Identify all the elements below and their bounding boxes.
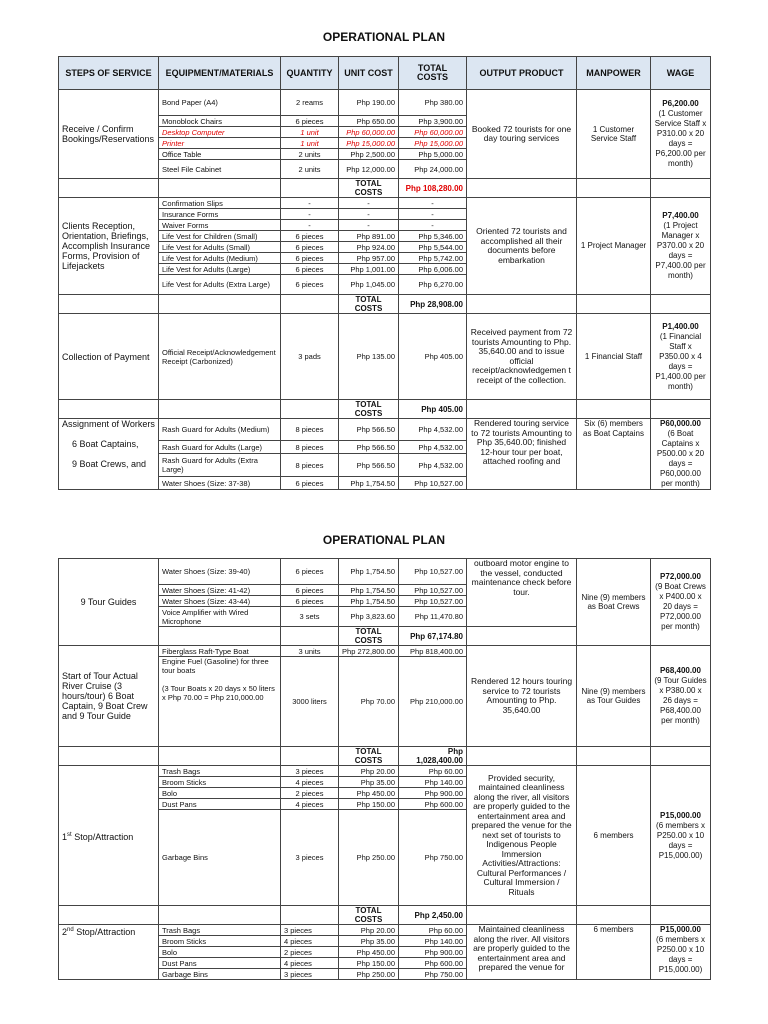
col-header-total-costs: TOTAL COSTS — [399, 57, 467, 90]
total-value: Php 28,908.00 — [399, 295, 467, 314]
output-cell: Rendered touring service to 72 tourists Amounting to Php 35,640.00; finished 12-hour tour per boat, attached roofing and — [467, 419, 577, 490]
table-row — [59, 766, 711, 777]
item-name: Life Vest for Adults (Medium) — [159, 253, 281, 264]
wage-amount: P68,400.00 — [660, 666, 701, 675]
item-name: Life Vest for Adults (Extra Large) — [159, 275, 281, 295]
col-header-unit-cost: UNIT COST — [339, 57, 399, 90]
wage-detail: (1 Financial Staff x P350.00 x 4 days = P1,400.00 per month) — [655, 331, 706, 391]
item-name: Confirmation Slips — [159, 198, 281, 209]
item-qty: 6 pieces — [281, 559, 339, 585]
item-unit: Php 60,000.00 — [339, 127, 399, 138]
output-cell: Provided security, maintained cleanliness along the river, all visitors are properly guided to the entertainment area and prepared the venue for the next set of tourists to Indigenous People Immersion Activities/Attractions: Cultural Performances / Cultural Immersion / Rituals — [467, 766, 577, 906]
item-total: Php 60,000.00 — [399, 127, 467, 138]
item-qty: 2 units — [281, 160, 339, 179]
item-qty: - — [281, 198, 339, 209]
total-row — [59, 295, 711, 314]
step-cell: Receive / Confirm Bookings/Reservations — [59, 90, 159, 179]
item-qty: 4 pieces — [281, 799, 339, 810]
manpower-cell: Nine (9) members as Boat Crews — [577, 559, 651, 646]
item-name: Bolo — [159, 788, 281, 799]
total-value: Php 405.00 — [399, 400, 467, 419]
item-name: Broom Sticks — [159, 936, 281, 947]
wage-cell — [651, 646, 711, 747]
item-qty: 2 units — [281, 149, 339, 160]
item-total: Php 6,006.00 — [399, 264, 467, 275]
step-label: Stop/Attraction — [71, 831, 134, 842]
item-total: Php 24,000.00 — [399, 160, 467, 179]
item-unit: - — [339, 220, 399, 231]
item-qty: 6 pieces — [281, 275, 339, 295]
operational-plan-table — [58, 558, 711, 980]
item-name: Monoblock Chairs — [159, 116, 281, 127]
wage-cell — [651, 925, 711, 980]
wage-amount: P15,000.00 — [660, 810, 701, 820]
item-unit: Php 250.00 — [339, 969, 399, 980]
total-label: TOTAL COSTS — [339, 295, 399, 314]
item-qty: 6 pieces — [281, 242, 339, 253]
item-name: Rash Guard for Adults (Extra Large) — [159, 453, 281, 476]
wage-detail: (9 Tour Guides x P380.00 x 26 days = P68,400.00 per month) — [654, 676, 707, 725]
total-label: TOTAL COSTS — [339, 179, 399, 198]
item-total: Php 140.00 — [399, 936, 467, 947]
total-value: Php 2,450.00 — [399, 906, 467, 925]
total-label: TOTAL COSTS — [339, 906, 399, 925]
item-unit: Php 957.00 — [339, 253, 399, 264]
page-title: OPERATIONAL PLAN — [322, 30, 446, 44]
item-qty: 3 pieces — [281, 969, 339, 980]
item-qty: 3 pads — [281, 314, 339, 400]
manpower-cell: 1 Customer Service Staff — [577, 90, 651, 179]
item-name: Garbage Bins — [159, 969, 281, 980]
item-name: Dust Pans — [159, 958, 281, 969]
item-unit: Php 150.00 — [339, 799, 399, 810]
col-header-output: OUTPUT PRODUCT — [467, 57, 577, 90]
item-unit: Php 20.00 — [339, 766, 399, 777]
item-total: Php 3,900.00 — [399, 116, 467, 127]
wage-amount: P7,400.00 — [662, 211, 699, 220]
item-name: Life Vest for Adults (Large) — [159, 264, 281, 275]
total-label: TOTAL COSTS — [339, 400, 399, 419]
item-name: Trash Bags — [159, 766, 281, 777]
item-unit: Php 35.00 — [339, 777, 399, 788]
item-unit: Php 566.50 — [339, 453, 399, 476]
item-name: Bolo — [159, 947, 281, 958]
item-qty: 6 pieces — [281, 253, 339, 264]
item-qty: 6 pieces — [281, 585, 339, 596]
item-name: Water Shoes (Size: 41-42) — [159, 585, 281, 596]
item-name: Rash Guard for Adults (Medium) — [159, 419, 281, 441]
item-total: Php 15,000.00 — [399, 138, 467, 149]
step-line: 9 Boat Crews, and — [72, 459, 147, 469]
item-qty: 4 pieces — [281, 958, 339, 969]
item-total: Php 4,532.00 — [399, 441, 467, 454]
item-qty: 6 pieces — [281, 596, 339, 607]
manpower-cell: Six (6) members as Boat Captains — [577, 419, 651, 490]
header-row — [59, 57, 711, 90]
step-ordinal: nd — [67, 927, 74, 933]
item-qty: 3 pieces — [281, 810, 339, 906]
step-cell: Clients Reception, Orientation, Briefings, Accomplish Insurance Forms, Provision of Lifejackets — [59, 198, 159, 295]
item-qty: 6 pieces — [281, 477, 339, 490]
wage-cell — [651, 559, 711, 646]
wage-amount: P6,200.00 — [662, 99, 699, 108]
item-qty: 3 sets — [281, 607, 339, 627]
item-total: - — [399, 209, 467, 220]
total-value: Php 67,174.80 — [399, 627, 467, 646]
step-cell — [59, 419, 159, 490]
item-name: Steel File Cabinet — [159, 160, 281, 179]
step-cell: Collection of Payment — [59, 314, 159, 400]
item-total: Php 818,400.00 — [399, 646, 467, 657]
item-qty: 6 pieces — [281, 231, 339, 242]
item-unit: Php 15,000.00 — [339, 138, 399, 149]
item-unit: Php 1,754.50 — [339, 585, 399, 596]
output-cell: Rendered 12 hours touring service to 72 tourists Amounting to Php. 35,640.00 — [467, 646, 577, 747]
item-total: - — [399, 220, 467, 231]
item-unit: Php 566.50 — [339, 419, 399, 441]
col-header-manpower: MANPOWER — [577, 57, 651, 90]
item-total: Php 10,527.00 — [399, 559, 467, 585]
item-unit: Php 450.00 — [339, 788, 399, 799]
item-qty: 2 reams — [281, 90, 339, 116]
manpower-cell: Nine (9) members as Tour Guides — [577, 646, 651, 747]
item-total: Php 600.00 — [399, 958, 467, 969]
output-cell: Oriented 72 tourists and accomplished all their documents before embarkation — [467, 198, 577, 295]
page-1 — [0, 0, 768, 500]
item-unit: Php 1,045.00 — [339, 275, 399, 295]
item-unit: Php 924.00 — [339, 242, 399, 253]
item-unit: Php 1,754.50 — [339, 596, 399, 607]
item-name: Waiver Forms — [159, 220, 281, 231]
item-unit: Php 1,754.50 — [339, 477, 399, 490]
item-qty: 8 pieces — [281, 419, 339, 441]
item-qty: 2 pieces — [281, 788, 339, 799]
item-name: Official Receipt/Acknowledgement Receipt (Carbonized) — [159, 314, 281, 400]
item-qty: 4 pieces — [281, 777, 339, 788]
total-row — [59, 400, 711, 419]
table-row — [59, 419, 711, 441]
item-unit: Php 70.00 — [339, 657, 399, 747]
item-qty: - — [281, 209, 339, 220]
item-unit: Php 20.00 — [339, 925, 399, 936]
item-unit: Php 35.00 — [339, 936, 399, 947]
item-qty: 6 pieces — [281, 116, 339, 127]
manpower-cell: 6 members — [577, 925, 651, 980]
col-header-quantity: QUANTITY — [281, 57, 339, 90]
item-total: Php 750.00 — [399, 969, 467, 980]
fuel-calc: (3 Tour Boats x 20 days x 50 liters x Php 70.00 = Php 210,000.00 — [162, 684, 275, 702]
wage-amount: P60,000.00 — [660, 419, 701, 428]
wage-detail: (6 Boat Captains x P500.00 x 20 days = P60,000.00 per month) — [656, 429, 705, 488]
col-header-wage: WAGE — [651, 57, 711, 90]
item-name: Trash Bags — [159, 925, 281, 936]
wage-cell — [651, 314, 711, 400]
col-header-steps: STEPS OF SERVICE — [59, 57, 159, 90]
item-total: Php 60.00 — [399, 766, 467, 777]
item-total: Php 5,742.00 — [399, 253, 467, 264]
item-name: Dust Pans — [159, 799, 281, 810]
item-name: Desktop Computer — [159, 127, 281, 138]
manpower-cell: 6 members — [577, 766, 651, 906]
item-unit: Php 450.00 — [339, 947, 399, 958]
wage-detail: (1 Project Manager x P370.00 x 20 days = P7,400.00 per month) — [655, 221, 706, 280]
item-total: Php 600.00 — [399, 799, 467, 810]
step-line: 6 Boat Captains, — [72, 439, 139, 449]
item-name: Rash Guard for Adults (Large) — [159, 441, 281, 454]
fuel-name: Engine Fuel (Gasoline) for three tour boats — [162, 657, 269, 675]
item-qty: 6 pieces — [281, 264, 339, 275]
item-total: Php 4,532.00 — [399, 419, 467, 441]
item-unit: - — [339, 198, 399, 209]
wage-cell — [651, 766, 711, 906]
step-cell: 9 Tour Guides — [59, 559, 159, 646]
item-unit: Php 135.00 — [339, 314, 399, 400]
item-qty: 1 unit — [281, 127, 339, 138]
table-row — [59, 925, 711, 936]
item-name: Office Table — [159, 149, 281, 160]
item-total: - — [399, 198, 467, 209]
item-name: Life Vest for Adults (Small) — [159, 242, 281, 253]
item-unit: Php 2,500.00 — [339, 149, 399, 160]
operational-plan-table — [58, 56, 711, 490]
item-qty: 3 pieces — [281, 925, 339, 936]
total-row — [59, 179, 711, 198]
item-total: Php 750.00 — [399, 810, 467, 906]
item-unit: Php 1,754.50 — [339, 559, 399, 585]
item-total: Php 5,544.00 — [399, 242, 467, 253]
total-row — [59, 747, 711, 766]
item-total: Php 10,527.00 — [399, 585, 467, 596]
wage-detail: (6 members x P250.00 x 10 days = P15,000.00) — [656, 935, 705, 974]
wage-cell — [651, 90, 711, 179]
item-name: Voice Amplifier with Wired Microphone — [159, 607, 281, 627]
page-2 — [0, 500, 768, 1024]
step-cell — [59, 925, 159, 980]
step-number: 2 — [62, 927, 68, 937]
item-name: Garbage Bins — [159, 810, 281, 906]
item-name: Water Shoes (Size: 39-40) — [159, 559, 281, 585]
item-total: Php 140.00 — [399, 777, 467, 788]
item-unit: Php 1,001.00 — [339, 264, 399, 275]
step-line: Assignment of Workers — [62, 419, 155, 429]
item-name: Insurance Forms — [159, 209, 281, 220]
item-total: Php 380.00 — [399, 90, 467, 116]
item-qty: 8 pieces — [281, 453, 339, 476]
step-cell — [59, 766, 159, 906]
item-qty: 4 pieces — [281, 936, 339, 947]
item-unit: Php 891.00 — [339, 231, 399, 242]
table-row — [59, 90, 711, 116]
item-total: Php 405.00 — [399, 314, 467, 400]
item-total: Php 11,470.80 — [399, 607, 467, 627]
total-row — [59, 906, 711, 925]
item-total: Php 6,270.00 — [399, 275, 467, 295]
item-name: Broom Sticks — [159, 777, 281, 788]
item-name: Printer — [159, 138, 281, 149]
item-unit: Php 650.00 — [339, 116, 399, 127]
item-total: Php 5,346.00 — [399, 231, 467, 242]
table-row — [59, 646, 711, 657]
item-total: Php 900.00 — [399, 947, 467, 958]
item-unit: Php 12,000.00 — [339, 160, 399, 179]
item-qty: 1 unit — [281, 138, 339, 149]
total-label: TOTAL COSTS — [339, 747, 399, 766]
item-qty: 3 pieces — [281, 766, 339, 777]
wage-detail: (6 members x P250.00 x 10 days = P15,000.00) — [656, 820, 705, 860]
item-qty: 2 pieces — [281, 947, 339, 958]
item-name: Fiberglass Raft-Type Boat — [159, 646, 281, 657]
item-name: Water Shoes (Size: 37-38) — [159, 477, 281, 490]
item-qty: 3 units — [281, 646, 339, 657]
wage-cell — [651, 198, 711, 295]
item-total: Php 900.00 — [399, 788, 467, 799]
item-qty: 8 pieces — [281, 441, 339, 454]
item-unit: Php 150.00 — [339, 958, 399, 969]
item-name: Bond Paper (A4) — [159, 90, 281, 116]
col-header-equipment: EQUIPMENT/MATERIALS — [159, 57, 281, 90]
output-cell: Received payment from 72 tourists Amounting to Php. 35,640.00 and to issue official receipt/acknowledgemen t receipt of the collection. — [467, 314, 577, 400]
item-total: Php 5,000.00 — [399, 149, 467, 160]
item-name: Life Vest for Children (Small) — [159, 231, 281, 242]
total-label: TOTAL COSTS — [339, 627, 399, 646]
item-unit: - — [339, 209, 399, 220]
output-cell: Booked 72 tourists for one day touring services — [467, 90, 577, 179]
item-total: Php 10,527.00 — [399, 596, 467, 607]
item-total: Php 10,527.00 — [399, 477, 467, 490]
page-title: OPERATIONAL PLAN — [322, 533, 446, 547]
total-value: Php 108,280.00 — [399, 179, 467, 198]
manpower-cell: 1 Project Manager — [577, 198, 651, 295]
step-cell: Start of Tour Actual River Cruise (3 hours/tour) 6 Boat Captain, 9 Boat Crew and 9 Tour Guide — [59, 646, 159, 747]
item-total: Php 4,532.00 — [399, 453, 467, 476]
step-label: Stop/Attraction — [73, 927, 136, 937]
table-row — [59, 314, 711, 400]
table-row — [59, 198, 711, 209]
item-name: Water Shoes (Size: 43-44) — [159, 596, 281, 607]
wage-detail: (9 Boat Crews x P400.00 x 20 days = P72,000.00 per month) — [655, 582, 706, 631]
wage-detail: (1 Customer Service Staff x P310.00 x 20 days = P6,200.00 per month) — [654, 109, 707, 168]
output-cell: outboard motor engine to the vessel, conducted maintenance check before tour. — [467, 559, 577, 627]
wage-amount: P1,400.00 — [662, 321, 699, 331]
item-unit: Php 250.00 — [339, 810, 399, 906]
item-name — [159, 657, 281, 747]
item-unit: Php 190.00 — [339, 90, 399, 116]
manpower-cell: 1 Financial Staff — [577, 314, 651, 400]
wage-cell — [651, 419, 711, 490]
wage-amount: P72,000.00 — [660, 572, 701, 581]
item-qty: 3000 liters — [281, 657, 339, 747]
item-qty: - — [281, 220, 339, 231]
wage-amount: P15,000.00 — [660, 925, 701, 934]
item-total: Php 210,000.00 — [399, 657, 467, 747]
total-value: Php 1,028,400.00 — [399, 747, 467, 766]
step-ordinal: st — [67, 831, 72, 838]
table-row — [59, 559, 711, 585]
item-unit: Php 272,800.00 — [339, 646, 399, 657]
output-cell: Maintained cleanliness along the river. All visitors are properly guided to the entertainment area and prepared the venue for — [467, 925, 577, 980]
item-unit: Php 566.50 — [339, 441, 399, 454]
item-unit: Php 3,823.60 — [339, 607, 399, 627]
step-number: 1 — [62, 831, 68, 842]
item-total: Php 60.00 — [399, 925, 467, 936]
